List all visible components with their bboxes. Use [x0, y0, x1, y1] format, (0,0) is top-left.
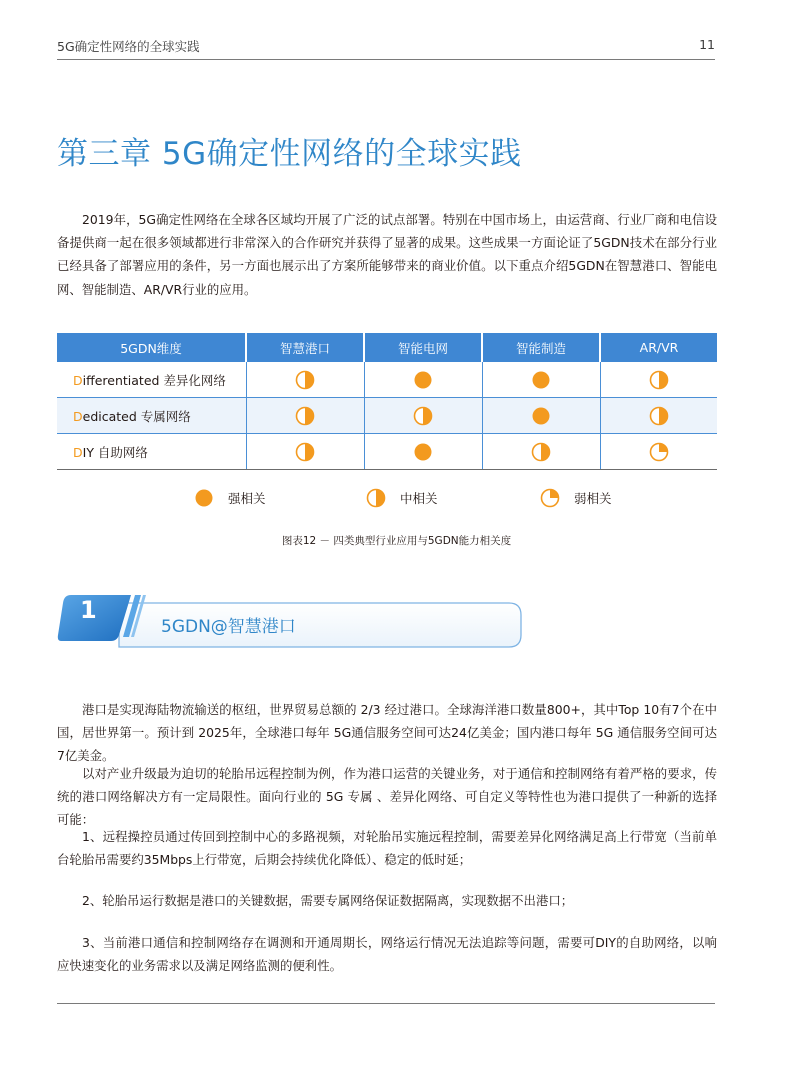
row-label — [57, 434, 246, 470]
body-paragraph: 2、轮胎吊运行数据是港口的关键数据，需要专属网络保证数据隔离，实现数据不出港口； — [82, 893, 574, 908]
header-dimension: 5GDN维度 — [57, 333, 246, 362]
medium-relevance-icon — [295, 407, 315, 422]
intro-paragraph: 2019年，5G确定性网络在全球各区域均开展了广泛的试点部署。特别在中国市场上，由运营商、行业厂商和电信设备提供商一起在很多领域都进行非常深入的合作研究并获得了显著的成果。这些成果一方面论证了5GDN技术在部分行业已经具备了部署应用的条件，另一方面也展示出了方案所能够带来的商业价值。以下重点介绍5GDN在智慧港口、智能电网、智能制造、AR/VR行业的应用。 — [57, 212, 717, 297]
level-cell — [246, 434, 364, 470]
body-paragraph: 以对产业升级最为迫切的轮胎吊远程控制为例，作为港口运营的关键业务，对于通信和控制网络有着严格的要求，传统的港口网络解决方有一定局限性。面向行业的 5G 专属 、差异化网络、可自定义等特性也为港口提供了一种新的选择可能： — [57, 766, 717, 828]
strong-relevance-icon — [413, 443, 433, 458]
row-initial: D — [73, 444, 83, 460]
level-cell — [482, 434, 600, 470]
running-header-title: 5G确定性网络的全球实践 — [57, 39, 200, 54]
section-title: 5GDN@智慧港口 — [161, 617, 296, 637]
medium-relevance-icon — [295, 371, 315, 386]
strong-relevance-icon — [413, 371, 433, 386]
legend-strong — [194, 488, 266, 508]
table-row — [57, 434, 717, 470]
legend-weak — [540, 488, 612, 508]
footer-divider — [57, 1003, 715, 1004]
section-number: 1 — [80, 596, 97, 624]
row-label-text: ifferentiated 差异化网络 — [82, 372, 226, 388]
level-cell — [482, 362, 600, 398]
level-cell — [600, 362, 717, 398]
legend-medium — [366, 488, 438, 508]
medium-relevance-icon — [413, 407, 433, 422]
level-cell — [482, 398, 600, 434]
page-number: 11 — [699, 37, 715, 52]
table-row — [57, 398, 717, 434]
level-cell — [364, 434, 482, 470]
running-header — [57, 37, 715, 57]
figure-caption: 图表12 － 四类典型行业应用与5GDN能力相关度 — [281, 535, 512, 547]
strong-relevance-icon — [194, 488, 214, 508]
level-cell — [246, 398, 364, 434]
level-cell — [364, 362, 482, 398]
row-initial: D — [73, 372, 83, 388]
level-cell — [600, 434, 717, 470]
relevance-legend — [0, 488, 793, 512]
body-paragraph: 1、远程操控员通过传回到控制中心的多路视频，对轮胎吊实施远程控制，需要差异化网络满足高上行带宽（当前单台轮胎吊需要约35Mbps上行带宽，后期会持续优化降低）、稳定的低时延； — [57, 829, 717, 868]
legend-medium-label: 中相关 — [400, 491, 438, 506]
table-header-row — [57, 333, 717, 362]
header-col-manufacturing: 智能制造 — [482, 333, 600, 362]
weak-relevance-icon — [540, 488, 560, 508]
row-label — [57, 398, 246, 434]
row-label — [57, 362, 246, 398]
level-cell — [246, 362, 364, 398]
table-row — [57, 362, 717, 398]
chapter-title: 第三章 5G确定性网络的全球实践 — [57, 136, 522, 172]
weak-relevance-icon — [649, 443, 669, 458]
medium-relevance-icon — [531, 443, 551, 458]
level-cell — [364, 398, 482, 434]
medium-relevance-icon — [366, 488, 386, 508]
header-col-arvr: AR/VR — [600, 333, 717, 362]
body-paragraph: 3、当前港口通信和控制网络存在调测和开通周期长，网络运行情况无法追踪等问题，需要可DIY的自助网络，以响应快速变化的业务需求以及满足网络监测的便利性。 — [57, 935, 717, 974]
legend-strong-label: 强相关 — [228, 491, 266, 506]
medium-relevance-icon — [649, 371, 669, 386]
medium-relevance-icon — [295, 443, 315, 458]
header-col-port: 智慧港口 — [246, 333, 364, 362]
medium-relevance-icon — [649, 407, 669, 422]
strong-relevance-icon — [531, 371, 551, 386]
legend-weak-label: 弱相关 — [574, 491, 612, 506]
body-paragraph: 港口是实现海陆物流输送的枢纽，世界贸易总额的 2/3 经过港口。全球海洋港口数量800+，其中Top 10有7个在中国，居世界第一。预计到 2025年，全球港口每年 5G通信服务空间可达24亿美金；国内港口每年 5G 通信服务空间可达 7亿美金。 — [57, 702, 717, 764]
row-initial: D — [73, 408, 83, 424]
row-label-text: edicated 专属网络 — [82, 408, 191, 424]
capability-matrix-table — [57, 333, 717, 470]
strong-relevance-icon — [531, 407, 551, 422]
level-cell — [600, 398, 717, 434]
header-col-grid: 智能电网 — [364, 333, 482, 362]
row-label-text: IY 自助网络 — [82, 444, 148, 460]
header-divider — [57, 59, 715, 60]
